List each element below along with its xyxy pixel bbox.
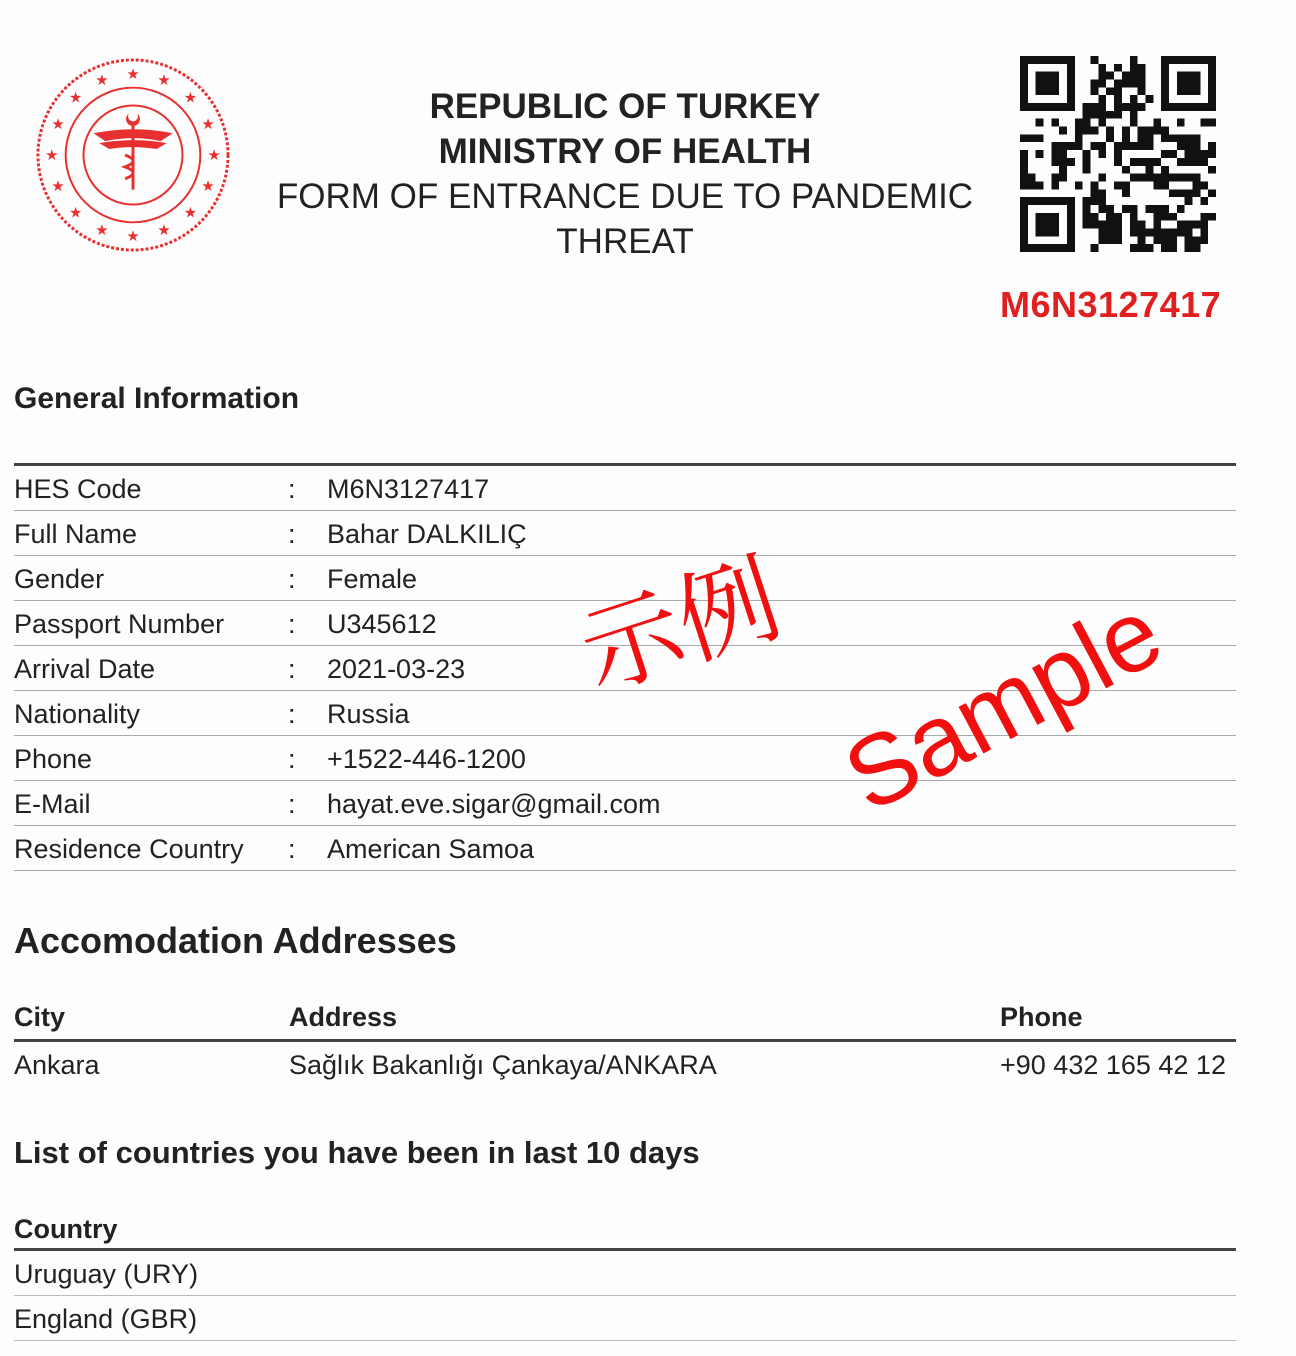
accommodation-table [14, 1000, 1236, 1086]
info-row [14, 601, 1236, 646]
colon: : [288, 789, 296, 819]
info-label: Gender [14, 564, 105, 594]
seal-star-icon: ★ [207, 147, 221, 164]
seal-star-icon: ★ [68, 90, 83, 107]
seal-star-icon: ★ [201, 179, 215, 196]
header-ministry: MINISTRY OF HEALTH [438, 132, 812, 171]
seal-star-icon: ★ [157, 222, 171, 239]
header-country: REPUBLIC OF TURKEY [429, 87, 821, 126]
seal-star-icon: ★ [51, 179, 65, 196]
seal-star-icon: ★ [183, 205, 198, 222]
seal-star-icon: ★ [201, 116, 215, 133]
seal-star-icon: ★ [45, 147, 59, 164]
header-form-title-2: THREAT [556, 222, 694, 261]
info-label: Nationality [14, 699, 141, 729]
country-cell: England (GBR) [14, 1304, 198, 1334]
info-row [14, 466, 1236, 511]
info-value: American Samoa [327, 834, 535, 864]
info-label: Arrival Date [14, 654, 156, 684]
header-city: City [14, 1002, 66, 1032]
watermark-chinese: 示例 [567, 539, 794, 713]
colon: : [288, 834, 296, 864]
seal-star-icon: ★ [157, 72, 171, 89]
colon: : [288, 519, 296, 549]
info-row [14, 736, 1236, 781]
header-country: Country [14, 1214, 118, 1244]
watermark-sample: Sample [827, 575, 1180, 834]
info-value: U345612 [327, 609, 437, 639]
info-value: Female [327, 564, 418, 594]
table-header [14, 1000, 1236, 1042]
seal-star-icon: ★ [126, 229, 140, 246]
general-info-title: General Information [14, 382, 300, 415]
table-header [14, 1212, 1236, 1251]
colon: : [288, 699, 296, 729]
seal-star-icon: ★ [68, 205, 83, 222]
header-form-title: FORM OF ENTRANCE DUE TO PANDEMIC [276, 177, 974, 216]
country-cell: Uruguay (URY) [14, 1259, 199, 1289]
info-row [14, 691, 1236, 736]
phone-cell: +90 432 165 42 12 [1000, 1050, 1226, 1080]
colon: : [288, 654, 296, 684]
seal-star-icon: ★ [126, 66, 140, 83]
header-phone: Phone [1000, 1002, 1083, 1032]
info-value: hayat.eve.sigar@gmail.com [327, 789, 661, 819]
info-row [14, 646, 1236, 691]
general-info-table [14, 463, 1236, 871]
colon: : [288, 474, 296, 504]
colon: : [288, 609, 296, 639]
table-row [14, 1296, 1236, 1341]
ministry-seal-logo [34, 56, 232, 254]
colon: : [288, 564, 296, 594]
hes-code-label: M6N3127417 [1000, 284, 1222, 325]
info-label: Full Name [14, 519, 138, 549]
info-row [14, 511, 1236, 556]
info-row [14, 556, 1236, 601]
info-label: Phone [14, 744, 93, 774]
info-row [14, 781, 1236, 826]
city-cell: Ankara [14, 1050, 100, 1080]
address-cell: Sağlık Bakanlığı Çankaya/ANKARA [289, 1050, 717, 1080]
countries-title: List of countries you have been in last 10 days [14, 1135, 700, 1170]
accommodation-title: Accomodation Addresses [14, 920, 457, 961]
header-address: Address [289, 1002, 398, 1032]
seal-star-icon: ★ [51, 116, 65, 133]
info-label: Residence Country [14, 834, 244, 864]
seal-star-icon: ★ [183, 90, 198, 107]
qr-code [1020, 56, 1216, 252]
seal-star-icon: ★ [95, 222, 109, 239]
info-value: Bahar DALKILIÇ [327, 519, 527, 549]
seal-star-icon: ★ [95, 72, 109, 89]
info-value: 2021-03-23 [327, 654, 466, 684]
colon: : [288, 744, 296, 774]
info-value: Russia [327, 699, 410, 729]
info-row [14, 826, 1236, 871]
table-row [14, 1042, 1236, 1086]
table-row [14, 1251, 1236, 1296]
info-label: E-Mail [14, 789, 91, 819]
document-header [250, 84, 1000, 264]
info-value: M6N3127417 [327, 474, 490, 504]
info-label: Passport Number [14, 609, 225, 639]
info-value: +1522-446-1200 [327, 744, 526, 774]
countries-table [14, 1212, 1236, 1341]
info-label: HES Code [14, 474, 142, 504]
